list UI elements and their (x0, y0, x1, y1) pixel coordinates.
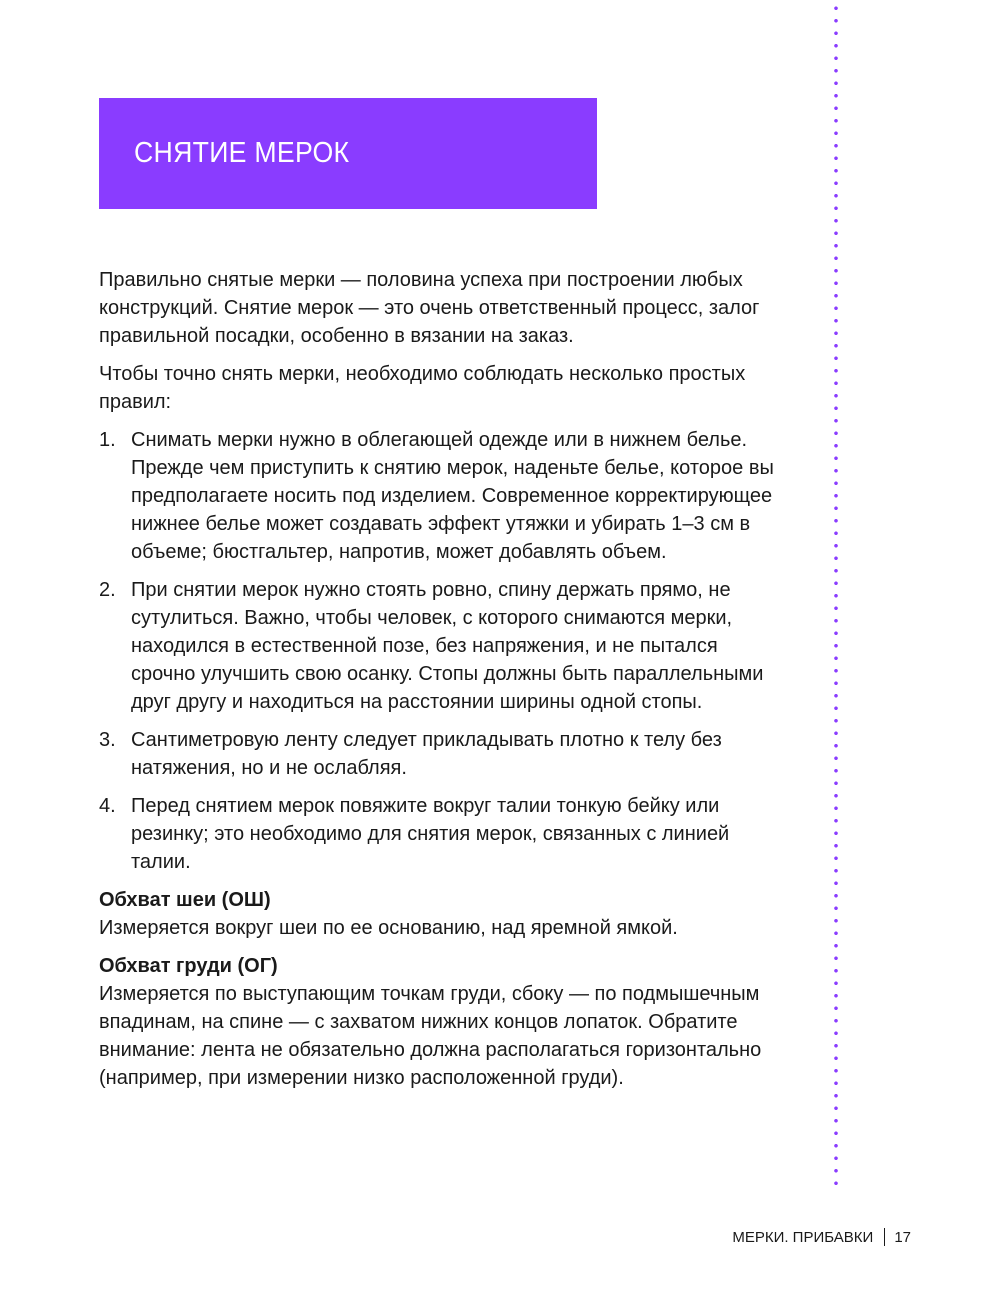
intro-paragraph: Чтобы точно снять мерки, необходимо соблюдать несколько простых правил: (99, 363, 746, 413)
list-item-text: Снимать мерки нужно в облегающей одежде или в нижнем белье. Прежде чем приступить к снятию мерок, наденьте белье, которое вы предполагаете носить под изделием. Современное корректирующее нижнее белье может создавать эффект утяжки и убирать 1–3 см в объеме; бюстгальтер, напротив, может добавлять объем. (131, 429, 774, 563)
section-heading: Обхват груди (ОГ) (99, 955, 278, 977)
list-item (99, 426, 779, 566)
list-item (99, 792, 779, 876)
measurement-neck (99, 886, 779, 942)
section-text: Измеряется по выступающим точкам груди, сбоку — по подмышечным впадинам, на спине — с захватом нижних концов лопаток. Обратите внимание: лента не обязательно должна располагаться горизонтально (например, при измерении низко расположенной груди). (99, 983, 762, 1089)
page-content (99, 266, 779, 1102)
list-item (99, 576, 779, 716)
measurement-chest (99, 952, 779, 1092)
list-item-text: При снятии мерок нужно стоять ровно, спину держать прямо, не сутулиться. Важно, чтобы человек, с которого снимаются мерки, находился в естественной позе, без напряжения, и не пытался срочно улучшить свою осанку. Стопы должны быть параллельными друг другу и находиться на расстоянии ширины одной стопы. (131, 579, 764, 713)
list-item-number: 2. (99, 579, 116, 601)
intro-paragraph: Правильно снятые мерки — половина успеха при построении любых конструкций. Снятие мерок — это очень ответственный процесс, залог правильной посадки, особенно в вязании на заказ. (99, 269, 760, 347)
dotted-margin-rule (834, 0, 838, 1192)
running-header: МЕРКИ. ПРИБАВКИ (732, 1228, 874, 1246)
list-item (99, 726, 779, 782)
page-footer (732, 1228, 911, 1246)
page-title: СНЯТИЕ МЕРОК (134, 137, 350, 169)
title-banner (99, 98, 597, 209)
list-item-number: 4. (99, 795, 116, 817)
footer-divider (884, 1228, 885, 1246)
list-item-text: Перед снятием мерок повяжите вокруг талии тонкую бейку или резинку; это необходимо для снятия мерок, связанных с линией талии. (131, 795, 730, 873)
section-text: Измеряется вокруг шеи по ее основанию, над яремной ямкой. (99, 917, 678, 939)
list-item-number: 1. (99, 429, 116, 451)
section-heading: Обхват шеи (ОШ) (99, 889, 271, 911)
page-number: 17 (894, 1228, 911, 1246)
list-item-number: 3. (99, 729, 116, 751)
list-item-text: Сантиметровую ленту следует прикладывать плотно к телу без натяжения, но и не ослабляя. (131, 729, 722, 779)
rules-list (99, 426, 779, 876)
